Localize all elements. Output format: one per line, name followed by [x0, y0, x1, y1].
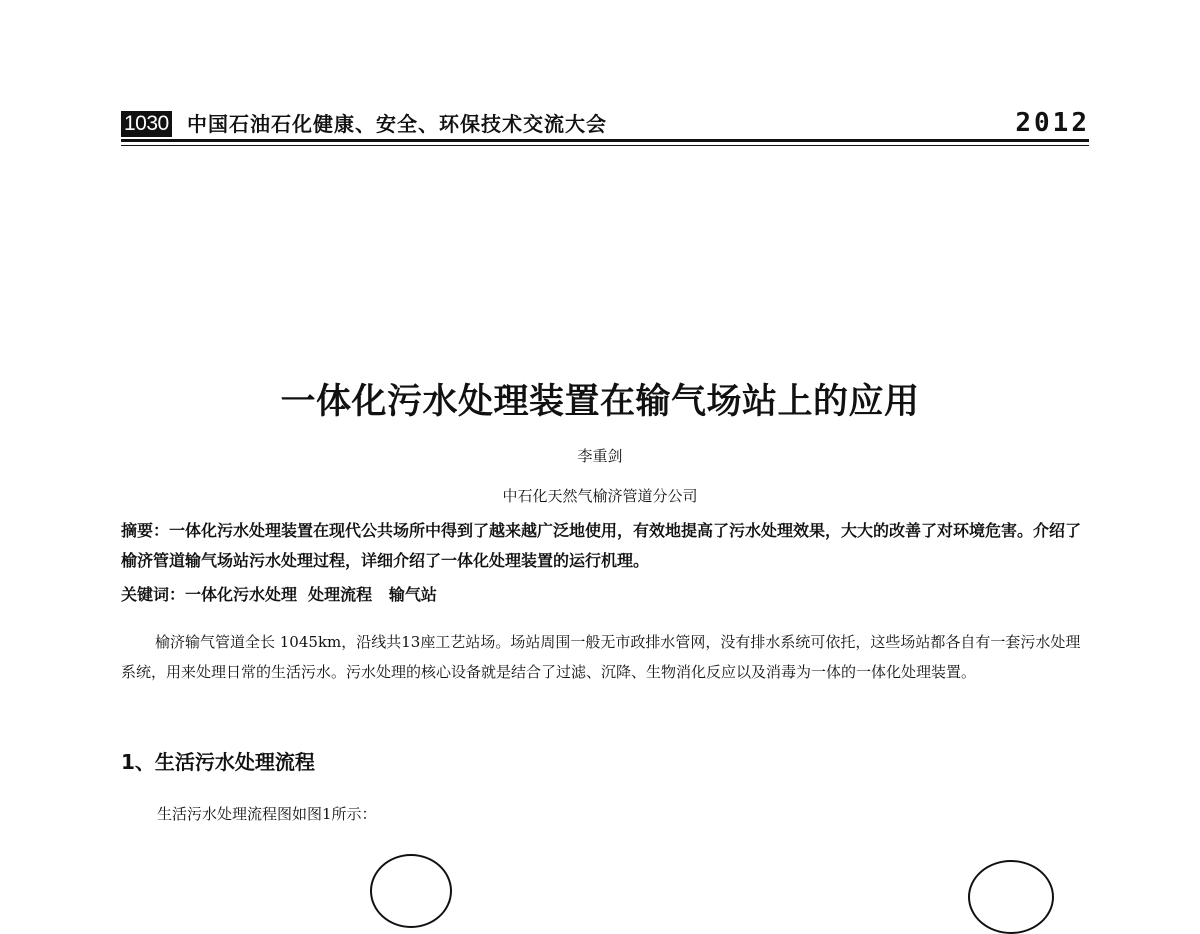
header-rule-thin	[121, 145, 1089, 146]
section-heading: 1、生活污水处理流程	[121, 750, 315, 774]
header-year: 2012	[1015, 108, 1090, 138]
keywords: 关键词：一体化污水处理 处理流程 输气站	[121, 585, 437, 604]
conference-title: 中国石油石化健康、安全、环保技术交流大会	[187, 112, 607, 136]
flowchart-node-right	[968, 860, 1054, 934]
intro-paragraph: 榆济输气管道全长 1045km，沿线共13座工艺站场。场站周围一般无市政排水管网，没有排水系统可依托，这些场站都各自有一套污水处理系统，用来处理日常的生活污水。污水处理的核心设备就是结合了过滤、沉降、生物消化反应以及消毒为一体的一体化处理装置。	[121, 633, 1081, 681]
article-title: 一体化污水处理装置在输气场站上的应用	[280, 382, 920, 422]
flowchart-node-left	[370, 854, 452, 928]
article-author: 李重剑	[577, 447, 623, 465]
figure-reference: 生活污水处理流程图如图1所示：	[157, 805, 377, 823]
article-affiliation: 中石化天然气榆济管道分公司	[502, 487, 698, 505]
header-rule-thick	[121, 139, 1089, 142]
page-number: 1030	[121, 111, 172, 137]
abstract: 摘要：一体化污水处理装置在现代公共场所中得到了越来越广泛地使用，有效地提高了污水处理效果，大大的改善了对环境危害。介绍了榆济管道输气场站污水处理过程，详细介绍了一体化处理装置的运行机理。	[121, 521, 1082, 570]
